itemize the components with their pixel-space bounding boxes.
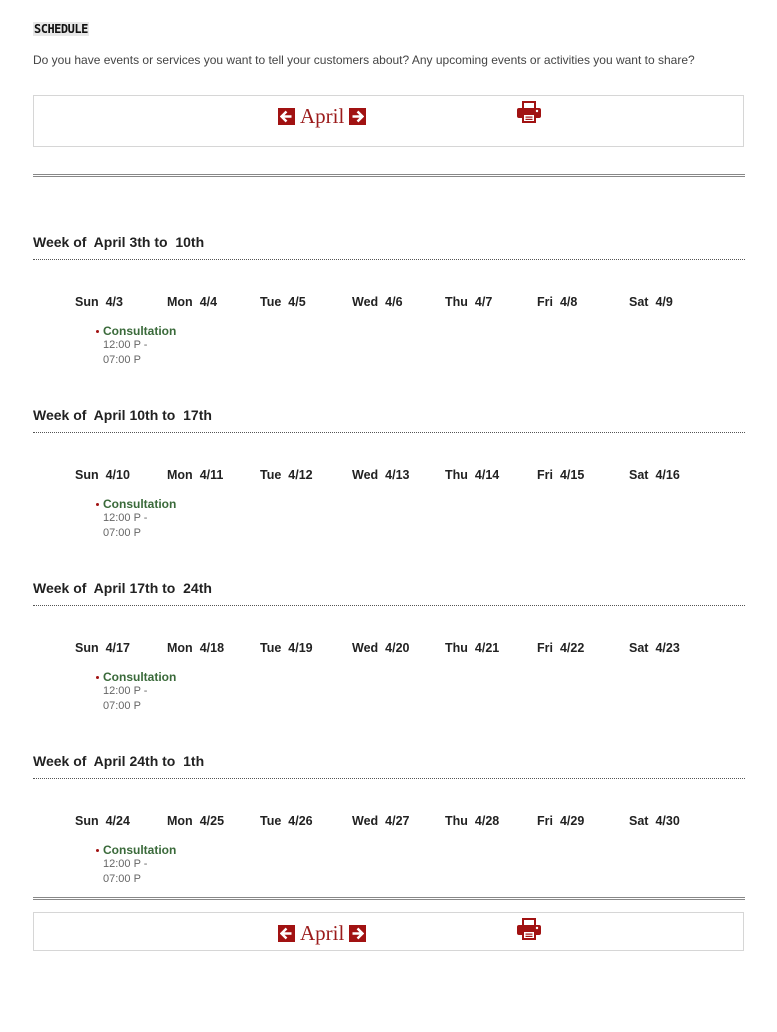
day-name: Sun (75, 814, 99, 828)
event-start-time: 12:00 P - (103, 512, 148, 524)
day-name: Tue (260, 641, 282, 655)
day-date: 4/8 (559, 295, 578, 309)
day-header (629, 468, 680, 482)
day-header (352, 641, 410, 655)
day-date: 4/20 (385, 641, 410, 655)
day-header (445, 814, 499, 828)
day-header (167, 468, 223, 482)
day-date: 4/30 (655, 814, 680, 828)
day-date: 4/3 (105, 295, 123, 309)
day-name: Tue (260, 295, 282, 309)
month-switcher (278, 922, 366, 944)
day-date: 4/24 (105, 814, 130, 828)
section-title: SCHEDULE (34, 22, 88, 36)
day-header (445, 641, 499, 655)
divider (33, 897, 745, 900)
day-date: 4/7 (474, 295, 493, 309)
day-header (167, 295, 217, 309)
week-divider (33, 605, 745, 606)
month-nav-bottom (33, 912, 744, 951)
day-name: Sun (75, 468, 99, 482)
day-header (445, 295, 492, 309)
event-item[interactable] (96, 843, 186, 887)
day-header (75, 641, 130, 655)
event-item[interactable] (96, 670, 186, 714)
week-divider (33, 259, 745, 260)
week-divider (33, 778, 745, 779)
day-date: 4/17 (105, 641, 130, 655)
week-title: Week of April 3th to 10th (33, 234, 205, 250)
day-date: 4/18 (199, 641, 225, 655)
day-name: Wed (352, 295, 379, 309)
day-name: Thu (445, 468, 468, 482)
day-name: Sun (75, 641, 99, 655)
day-header (352, 295, 403, 309)
day-date: 4/4 (199, 295, 218, 309)
month-switcher (278, 105, 366, 127)
day-date: 4/15 (559, 468, 585, 482)
day-header (260, 641, 313, 655)
day-date: 4/22 (559, 641, 585, 655)
event-end-time: 07:00 P (103, 354, 141, 366)
day-date: 4/28 (474, 814, 500, 828)
bullet-icon (96, 330, 99, 333)
bullet-icon (96, 503, 99, 506)
printer-icon (516, 917, 542, 941)
day-header (75, 814, 130, 828)
day-date: 4/11 (199, 468, 224, 482)
event-name[interactable]: Consultation (103, 324, 177, 338)
day-name: Fri (537, 814, 553, 828)
divider (33, 174, 745, 177)
day-header (629, 641, 680, 655)
day-date: 4/26 (288, 814, 313, 828)
day-date: 4/29 (559, 814, 585, 828)
day-name: Wed (352, 641, 379, 655)
next-month-button[interactable] (349, 925, 366, 942)
day-name: Mon (167, 468, 193, 482)
event-name[interactable]: Consultation (103, 497, 177, 511)
week-divider (33, 432, 745, 433)
day-date: 4/9 (655, 295, 673, 309)
day-name: Tue (260, 468, 282, 482)
day-date: 4/19 (288, 641, 313, 655)
day-date: 4/25 (199, 814, 225, 828)
day-date: 4/23 (655, 641, 680, 655)
day-date: 4/12 (288, 468, 313, 482)
print-button[interactable] (516, 917, 542, 946)
prev-month-button[interactable] (278, 108, 295, 125)
day-name: Wed (352, 468, 379, 482)
event-name[interactable]: Consultation (103, 843, 177, 857)
day-date: 4/14 (474, 468, 500, 482)
next-month-button[interactable] (349, 108, 366, 125)
day-header (75, 295, 123, 309)
event-end-time: 07:00 P (103, 873, 141, 885)
event-start-time: 12:00 P - (103, 685, 148, 697)
day-header (167, 641, 224, 655)
week-title: Week of April 10th to 17th (33, 407, 212, 423)
day-date: 4/16 (655, 468, 680, 482)
arrow-left-icon (280, 110, 293, 123)
day-date: 4/13 (385, 468, 410, 482)
intro-text: Do you have events or services you want to tell your customers about? Any upcoming events or activities you want to share? (33, 53, 695, 67)
day-name: Wed (352, 814, 379, 828)
event-name[interactable]: Consultation (103, 670, 177, 684)
day-name: Thu (445, 641, 468, 655)
printer-icon (516, 100, 542, 124)
week-title: Week of April 24th to 1th (33, 753, 205, 769)
day-header (537, 468, 584, 482)
prev-month-button[interactable] (278, 925, 295, 942)
week-title: Week of April 17th to 24th (33, 580, 212, 596)
day-name: Fri (537, 468, 553, 482)
month-label: April (300, 104, 345, 128)
day-name: Sat (629, 641, 649, 655)
month-label: April (300, 921, 345, 945)
day-header (537, 814, 584, 828)
day-date: 4/27 (385, 814, 410, 828)
day-header (352, 814, 410, 828)
day-header (75, 468, 130, 482)
day-header (629, 814, 680, 828)
day-date: 4/10 (105, 468, 130, 482)
day-name: Mon (167, 641, 193, 655)
month-nav-top (33, 95, 744, 147)
arrow-right-icon (351, 110, 364, 123)
event-start-time: 12:00 P - (103, 339, 148, 351)
day-date: 4/21 (474, 641, 500, 655)
event-item[interactable] (96, 497, 186, 541)
day-header (260, 295, 306, 309)
event-start-time: 12:00 P - (103, 858, 148, 870)
day-name: Mon (167, 814, 193, 828)
arrow-left-icon (280, 927, 293, 940)
event-end-time: 07:00 P (103, 700, 141, 712)
day-header (352, 468, 410, 482)
event-end-time: 07:00 P (103, 527, 141, 539)
day-name: Sat (629, 468, 649, 482)
day-name: Sat (629, 814, 649, 828)
day-name: Tue (260, 814, 282, 828)
day-name: Thu (445, 295, 468, 309)
day-header (260, 468, 313, 482)
event-item[interactable] (96, 324, 186, 368)
bullet-icon (96, 676, 99, 679)
day-name: Sun (75, 295, 99, 309)
arrow-right-icon (351, 927, 364, 940)
day-header (537, 641, 584, 655)
bullet-icon (96, 849, 99, 852)
day-header (629, 295, 673, 309)
day-name: Fri (537, 295, 553, 309)
day-date: 4/5 (288, 295, 306, 309)
day-header (260, 814, 313, 828)
day-header (445, 468, 499, 482)
day-header (167, 814, 224, 828)
day-date: 4/6 (385, 295, 403, 309)
day-name: Sat (629, 295, 649, 309)
day-header (537, 295, 577, 309)
print-button[interactable] (516, 100, 542, 129)
day-name: Thu (445, 814, 468, 828)
day-name: Mon (167, 295, 193, 309)
day-name: Fri (537, 641, 553, 655)
